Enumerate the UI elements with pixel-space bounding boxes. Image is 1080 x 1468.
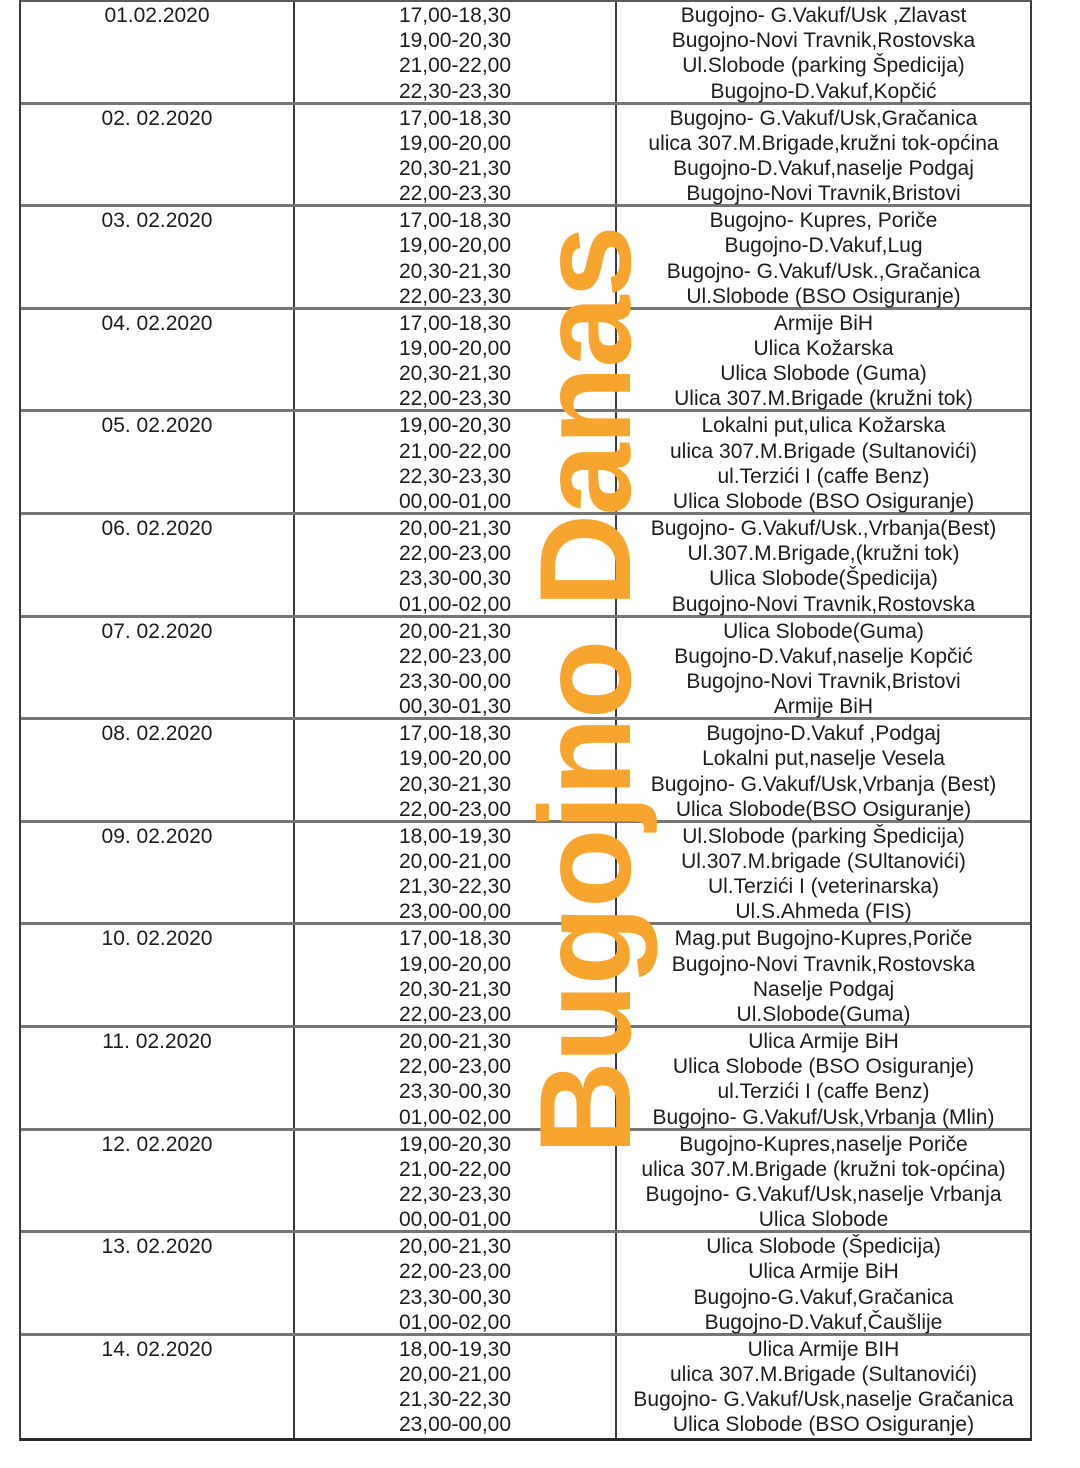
date-cell: 08. 02.2020: [21, 720, 295, 820]
location: Bugojno- G.Vakuf/Usk ,Zlavast: [680, 4, 967, 27]
location: Bugojno-Novi Travnik,Bristovi: [686, 182, 961, 206]
date-cell: 05. 02.2020: [21, 412, 295, 512]
time-range: 20,00-21,30: [398, 1235, 512, 1259]
time-range: 19,00-20,30: [398, 29, 512, 53]
time-range: 00,00-01,00: [398, 489, 512, 513]
location: ulica 307.M.Brigade (Sultanovići): [670, 1362, 977, 1386]
location: Bugojno- G.Vakuf/Usk,Vrbanja (Mlin): [652, 1105, 995, 1129]
location: Ulica Slobode: [758, 1208, 889, 1232]
locations-cell: [617, 1336, 1030, 1439]
location: Armije BiH: [773, 695, 874, 719]
locations-cell: [617, 207, 1030, 307]
location: Bugojno- G.Vakuf/Usk.,Gračanica: [666, 259, 981, 283]
date-cell: 04. 02.2020: [21, 310, 295, 410]
time-range: 22,30-23,30: [398, 464, 512, 488]
locations-cell: [617, 1028, 1030, 1128]
location: Ulica Slobode (Guma): [720, 362, 927, 386]
time-range: 18,00-19,30: [398, 824, 512, 848]
location: Bugojno-Novi Travnik,Bristovi: [686, 669, 961, 693]
location: Bugojno-D.Vakuf,Lug: [724, 234, 923, 258]
table-row: [21, 2, 1030, 105]
locations-cell: [617, 720, 1030, 820]
locations-cell: [617, 2, 1030, 102]
location: Bugojno-D.Vakuf,Čaušlije: [704, 1310, 943, 1334]
location: Ul.Slobode (parking Špedicija): [682, 54, 965, 78]
time-range: 23,30-00,00: [398, 669, 512, 693]
time-range: 20,00-21,30: [398, 516, 512, 540]
time-range: 22,30-23,30: [398, 1182, 512, 1206]
location: Ulica Slobode (Špedicija): [706, 1235, 941, 1259]
time-range: 19,00-20,00: [398, 747, 512, 771]
location: Ulica Slobode (BSO Osiguranje): [672, 1055, 975, 1079]
table-row: [21, 1336, 1030, 1439]
time-range: 23,30-00,30: [398, 567, 512, 591]
time-range: 22,00-23,00: [398, 797, 512, 821]
date-cell: 07. 02.2020: [21, 618, 295, 718]
location: Ulica Armije BiH: [748, 1029, 899, 1053]
time-range: 19,00-20,00: [398, 234, 512, 258]
time-range: 20,00-21,30: [398, 1029, 512, 1053]
location: Bugojno-D.Vakuf,naselje Podgaj: [673, 156, 974, 180]
location: Ul.Terzići I (veterinarska): [707, 875, 940, 899]
location: Naselje Podgaj: [752, 977, 895, 1001]
time-range: 20,30-21,30: [398, 259, 512, 283]
time-range: 17,00-18,30: [398, 927, 512, 951]
location: Ulica Slobode (BSO Osiguranje): [672, 489, 975, 513]
location: Bugojno-D.Vakuf ,Podgaj: [706, 722, 941, 746]
date-cell: 02. 02.2020: [21, 105, 295, 205]
location: Ul.S.Ahmeda (FIS): [735, 900, 912, 924]
locations-cell: [617, 310, 1030, 410]
location: Bugojno- G.Vakuf/Usk,Vrbanja (Best): [650, 772, 997, 796]
time-range: 17,00-18,30: [398, 209, 512, 233]
time-range: 22,00-23,00: [398, 1055, 512, 1079]
location: Ul.307.M.Brigade,(kružni tok): [687, 542, 960, 566]
location: Lokalni put,naselje Vesela: [702, 747, 945, 771]
location: Bugojno-Novi Travnik,Rostovska: [671, 29, 976, 53]
date-cell: 11. 02.2020: [21, 1028, 295, 1128]
time-range: 20,30-21,30: [398, 772, 512, 796]
time-range: 22,00-23,30: [398, 182, 512, 206]
time-range: 19,00-20,00: [398, 131, 512, 155]
location: Bugojno-Kupres,naselje Poriče: [679, 1132, 968, 1156]
locations-cell: [617, 515, 1030, 615]
time-range: 19,00-20,00: [398, 952, 512, 976]
date-cell: 01.02.2020: [21, 2, 295, 102]
location: ul.Terzići I (caffe Benz): [717, 464, 930, 488]
location: Bugojno- G.Vakuf/Usk,naselje Vrbanja: [645, 1182, 1002, 1206]
location: Bugojno- G.Vakuf/Usk,Gračanica: [669, 106, 978, 130]
times-cell: [295, 105, 617, 205]
location: ul.Terzići I (caffe Benz): [717, 1080, 930, 1104]
location: Ulica Slobode (BSO Osiguranje): [672, 1413, 975, 1437]
time-range: 22,00-23,30: [398, 387, 512, 411]
time-range: 21,30-22,30: [398, 1388, 512, 1412]
time-range: 00,30-01,30: [398, 695, 512, 719]
location: Bugojno- G.Vakuf/Usk,naselje Gračanica: [633, 1388, 1014, 1412]
time-range: 23,00-00,00: [398, 900, 512, 924]
location: Ulica Slobode(BSO Osiguranje): [675, 797, 972, 821]
time-range: 21,00-22,00: [398, 439, 512, 463]
table-row: [21, 105, 1030, 208]
location: Ul.Slobode (BSO Osiguranje): [686, 284, 961, 308]
location: Armije BiH: [773, 311, 874, 335]
watermark-text: Bugojno Danas: [512, 227, 658, 1155]
locations-cell: [617, 1233, 1030, 1333]
locations-cell: [617, 412, 1030, 512]
time-range: 23,30-00,30: [398, 1285, 512, 1309]
location: Mag.put Bugojno-Kupres,Poriče: [674, 927, 973, 951]
time-range: 01,00-02,00: [398, 1310, 512, 1334]
time-range: 20,00-21,00: [398, 1362, 512, 1386]
locations-cell: [617, 925, 1030, 1025]
date-cell: 13. 02.2020: [21, 1233, 295, 1333]
time-range: 19,00-20,30: [398, 414, 512, 438]
date-cell: 12. 02.2020: [21, 1131, 295, 1231]
time-range: 19,00-20,30: [398, 1132, 512, 1156]
time-range: 17,00-18,30: [398, 311, 512, 335]
time-range: 19,00-20,00: [398, 336, 512, 360]
time-range: 21,00-22,00: [398, 1157, 512, 1181]
location: Bugojno-G.Vakuf,Gračanica: [693, 1285, 954, 1309]
location: ulica 307.M.Brigade,kružni tok-općina: [648, 131, 999, 155]
location: Ulica Kožarska: [753, 336, 894, 360]
date-cell: 09. 02.2020: [21, 823, 295, 923]
location: ulica 307.M.Brigade (kružni tok-općina): [641, 1157, 1006, 1181]
location: ulica 307.M.Brigade (Sultanovići): [670, 439, 977, 463]
date-cell: 06. 02.2020: [21, 515, 295, 615]
time-range: 22,00-23,00: [398, 542, 512, 566]
location: Ulica Armije BIH: [747, 1337, 900, 1361]
time-range: 23,30-00,30: [398, 1080, 512, 1104]
time-range: 20,30-21,30: [398, 156, 512, 180]
time-range: 22,00-23,00: [398, 1002, 512, 1026]
time-range: 23,00-00,00: [398, 1413, 512, 1437]
location: Bugojno-Novi Travnik,Rostovska: [671, 952, 976, 976]
time-range: 22,00-23,00: [398, 1260, 512, 1284]
location: Bugojno-Novi Travnik,Rostovska: [671, 592, 976, 616]
location: Ulica Slobode(Špedicija): [709, 567, 938, 591]
time-range: 00,00-01,00: [398, 1208, 512, 1232]
location: Ulica Slobode(Guma): [723, 619, 924, 643]
location: Ul.Slobode (parking Špedicija): [682, 824, 965, 848]
location: Bugojno- G.Vakuf/Usk.,Vrbanja(Best): [650, 516, 997, 540]
location: Ulica Armije BiH: [748, 1260, 899, 1284]
time-range: 17,00-18,30: [398, 4, 512, 27]
times-cell: [295, 1233, 617, 1333]
times-cell: [295, 1336, 617, 1439]
time-range: 20,00-21,30: [398, 619, 512, 643]
locations-cell: [617, 105, 1030, 205]
time-range: 21,30-22,30: [398, 875, 512, 899]
time-range: 22,00-23,00: [398, 644, 512, 668]
time-range: 20,30-21,30: [398, 977, 512, 1001]
location: Bugojno-D.Vakuf,Kopčić: [710, 79, 937, 103]
location: Ulica 307.M.Brigade (kružni tok): [674, 387, 973, 411]
time-range: 22,00-23,30: [398, 284, 512, 308]
time-range: 18,00-19,30: [398, 1337, 512, 1361]
time-range: 20,00-21,00: [398, 849, 512, 873]
time-range: 20,30-21,30: [398, 362, 512, 386]
location: Lokalni put,ulica Kožarska: [701, 414, 946, 438]
locations-cell: [617, 823, 1030, 923]
time-range: 01,00-02,00: [398, 1105, 512, 1129]
time-range: 17,00-18,30: [398, 722, 512, 746]
location: Bugojno-D.Vakuf,naselje Kopčić: [674, 644, 973, 668]
time-range: 21,00-22,00: [398, 54, 512, 78]
locations-cell: [617, 618, 1030, 718]
table-row: [21, 1233, 1030, 1336]
date-cell: 03. 02.2020: [21, 207, 295, 307]
time-range: 22,30-23,30: [398, 79, 512, 103]
date-cell: 14. 02.2020: [21, 1336, 295, 1439]
time-range: 17,00-18,30: [398, 106, 512, 130]
location: Bugojno- Kupres, Poriče: [709, 209, 938, 233]
times-cell: [295, 2, 617, 102]
locations-cell: [617, 1131, 1030, 1231]
location: Ul.307.M.brigade (SUltanovići): [681, 849, 966, 873]
time-range: 01,00-02,00: [398, 592, 512, 616]
location: Ul.Slobode(Guma): [736, 1002, 911, 1026]
date-cell: 10. 02.2020: [21, 925, 295, 1025]
